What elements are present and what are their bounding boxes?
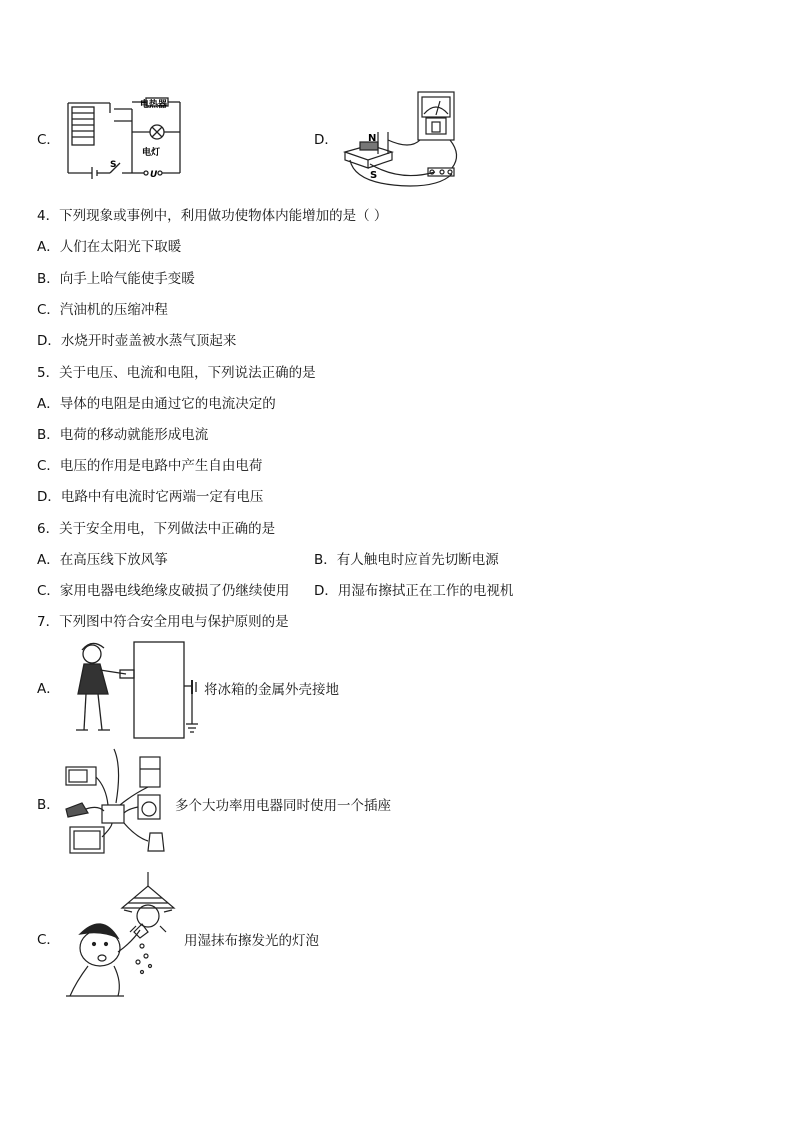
q7-option-a-fridge-ground-figure <box>62 638 202 742</box>
q6-stem: 6．关于安全用电，下列做法中正确的是 <box>37 521 276 537</box>
q4-option-b: B．向手上哈气能使手变暖 <box>37 271 195 287</box>
q6-option-b: B．有人触电时应首先切断电源 <box>314 552 499 568</box>
q7-stem: 7．下列图中符合安全用电与保护原则的是 <box>37 614 289 630</box>
q5-stem: 5．关于电压、电流和电阻，下列说法正确的是 <box>37 365 316 381</box>
q5-option-a: A．导体的电阻是由通过它的电流决定的 <box>37 396 276 412</box>
q3-option-d-generator-figure <box>340 90 465 188</box>
q7-option-c-text: 用湿抹布擦发光的灯泡 <box>184 933 319 949</box>
q3-figc-lamp-label: 电灯 <box>142 148 161 158</box>
q3-option-c-label: C． <box>37 132 60 148</box>
q3-figd-north-label: N <box>368 133 377 144</box>
q6-option-d: D．用湿布擦拭正在工作的电视机 <box>314 583 514 599</box>
q7-option-a-text: 将冰箱的金属外壳接地 <box>204 682 339 698</box>
q7-option-b-label: B． <box>37 797 60 813</box>
q3-figd-south-label: S <box>370 170 378 181</box>
q4-option-d: D．水烧开时壶盖被水蒸气顶起来 <box>37 333 237 349</box>
q7-option-b-text: 多个大功率用电器同时使用一个插座 <box>175 798 391 814</box>
q3-option-d-label: D． <box>314 132 338 148</box>
q6-option-c: C．家用电器电线绝缘皮破损了仍继续使用 <box>37 583 290 599</box>
q3-figc-heater-label: 电热器 <box>140 100 168 110</box>
q7-option-c-wet-cloth-bulb-figure <box>62 872 186 1004</box>
q6-option-a: A．在高压线下放风筝 <box>37 552 168 568</box>
q3-figc-voltage-label: U <box>150 170 158 180</box>
q7-option-a-label: A． <box>37 681 60 697</box>
q4-stem: 4．下列现象或事例中，利用做功使物体内能增加的是（ ） <box>37 208 388 224</box>
q5-option-d: D．电路中有电流时它两端一定有电压 <box>37 489 264 505</box>
q4-option-c: C．汽油机的压缩冲程 <box>37 302 168 318</box>
q7-option-c-label: C． <box>37 932 60 948</box>
q5-option-b: B．电荷的移动就能形成电流 <box>37 427 209 443</box>
q4-option-a: A．人们在太阳光下取暖 <box>37 239 182 255</box>
q5-option-c: C．电压的作用是电路中产生自由电荷 <box>37 458 263 474</box>
q3-figc-switch-label: S <box>110 160 117 170</box>
q3-option-c-circuit-figure <box>62 95 187 185</box>
q7-option-b-overloaded-socket-figure <box>62 747 174 859</box>
